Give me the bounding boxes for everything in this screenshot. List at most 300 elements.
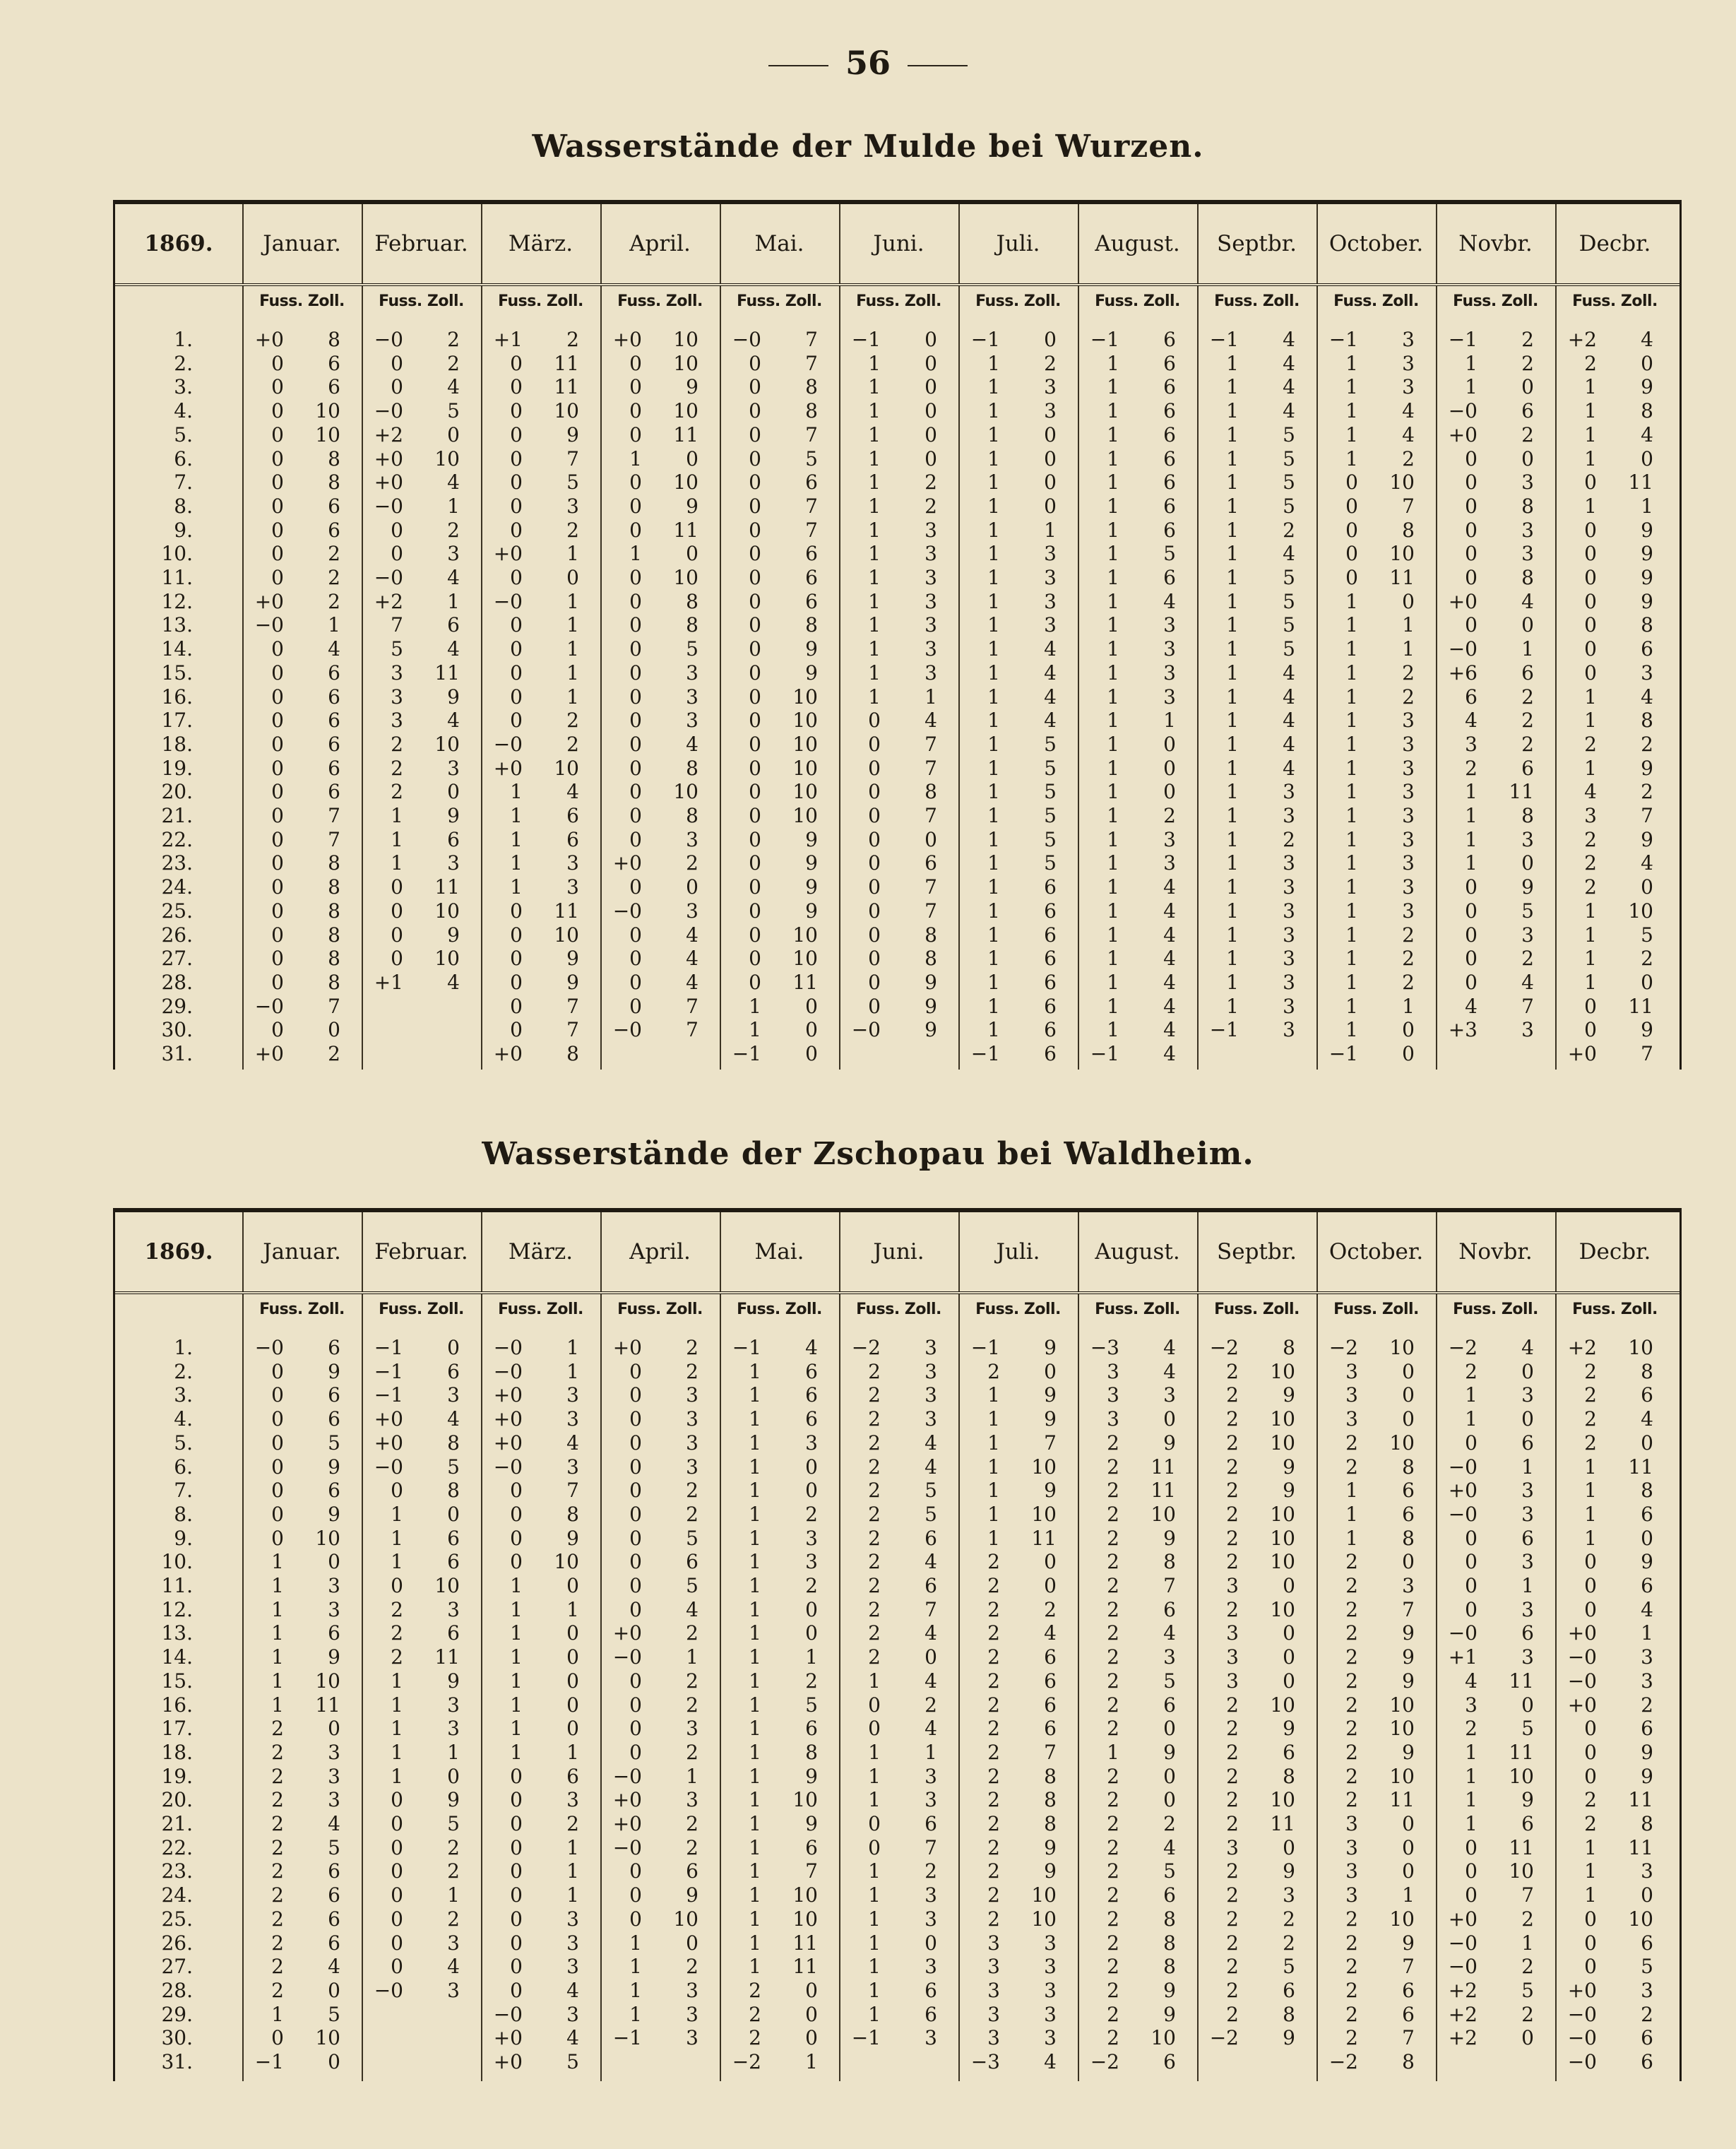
- fuss-value: 0: [391, 1907, 403, 1931]
- zoll-value: 6: [805, 542, 818, 566]
- zoll-value: 5: [1044, 827, 1057, 851]
- zoll-value: 11: [673, 518, 698, 542]
- fuss-value: 1: [1345, 947, 1358, 971]
- zoll-value: 3: [447, 1693, 460, 1717]
- zoll-value: 4: [1283, 542, 1295, 566]
- zoll-value: 4: [1283, 375, 1295, 399]
- zoll-value: 8: [1163, 1550, 1176, 1574]
- fuss-value: 0: [749, 351, 761, 375]
- fuss-value: 1: [1107, 851, 1119, 875]
- zoll-value: 11: [554, 351, 579, 375]
- zoll-value: 1: [566, 637, 579, 661]
- fuss-value: 0: [391, 923, 403, 947]
- fuss-value: 1: [987, 399, 1000, 423]
- fuss-value: 0: [749, 804, 761, 827]
- fuss-value: +0: [1567, 1621, 1597, 1645]
- fuss-value: 0: [629, 1693, 642, 1717]
- zoll-value: 9: [1402, 1740, 1415, 1764]
- zoll-value: 6: [1163, 446, 1176, 470]
- year-header: 1869.: [144, 231, 213, 256]
- zoll-value: 3: [1283, 875, 1295, 899]
- unit-fuss: Fuss.: [1572, 1301, 1616, 1318]
- zoll-value: 5: [566, 2050, 579, 2073]
- fuss-value: 1: [749, 1740, 761, 1764]
- year-header: 1869.: [144, 1239, 213, 1265]
- day-label: 5.: [174, 1431, 193, 1455]
- zoll-value: 3: [686, 1383, 698, 1407]
- fuss-value: 2: [1345, 1621, 1358, 1645]
- fuss-value: 1: [987, 923, 1000, 947]
- zoll-value: 6: [1402, 1978, 1415, 2002]
- fuss-value: 0: [271, 542, 284, 566]
- zoll-value: 9: [805, 899, 818, 923]
- zoll-value: 0: [686, 875, 698, 899]
- fuss-value: +0: [493, 1042, 523, 1065]
- fuss-value: 0: [629, 1431, 642, 1455]
- fuss-value: 1: [1107, 446, 1119, 470]
- zoll-value: 6: [1044, 899, 1057, 923]
- fuss-value: −0: [1448, 1955, 1478, 1979]
- zoll-value: 6: [1521, 756, 1534, 780]
- zoll-value: 4: [1163, 875, 1176, 899]
- day-label: 29.: [161, 994, 193, 1018]
- column-rule: [481, 1294, 482, 2081]
- column-rule: [1197, 286, 1199, 1070]
- zoll-value: 7: [805, 518, 818, 542]
- zoll-value: 6: [566, 1764, 579, 1788]
- fuss-value: 0: [868, 756, 881, 780]
- zoll-value: 8: [328, 899, 340, 923]
- fuss-value: 0: [271, 732, 284, 756]
- column-rule: [362, 286, 363, 1070]
- zoll-value: 1: [1641, 494, 1653, 518]
- zoll-value: 2: [686, 1693, 698, 1717]
- zoll-value: 0: [686, 1931, 698, 1955]
- zoll-value: 5: [566, 470, 579, 495]
- fuss-value: 1: [1107, 994, 1119, 1018]
- zoll-value: 7: [925, 1835, 937, 1859]
- fuss-value: +0: [374, 1431, 403, 1455]
- zoll-value: 9: [925, 994, 937, 1018]
- fuss-value: +0: [612, 1621, 642, 1645]
- fuss-value: 0: [271, 1502, 284, 1526]
- fuss-value: +0: [1448, 422, 1478, 446]
- unit-zoll: Zoll.: [307, 292, 345, 310]
- fuss-value: 2: [987, 1764, 1000, 1788]
- fuss-value: 0: [749, 422, 761, 446]
- zoll-value: 2: [1283, 1931, 1295, 1955]
- column-rule: [839, 1294, 840, 2081]
- zoll-value: 9: [447, 923, 460, 947]
- fuss-value: 0: [868, 1717, 881, 1741]
- zoll-value: 8: [1044, 1812, 1057, 1835]
- zoll-value: 10: [792, 780, 818, 804]
- fuss-value: 0: [510, 1764, 523, 1788]
- month-header: Decbr.: [1579, 231, 1651, 256]
- fuss-value: 0: [629, 1407, 642, 1431]
- unit-header: [1197, 292, 1316, 316]
- zoll-value: 11: [554, 375, 579, 399]
- zoll-value: 3: [1044, 1931, 1057, 1955]
- fuss-value: 0: [629, 1717, 642, 1741]
- zoll-value: 0: [805, 1978, 818, 2002]
- fuss-value: 0: [271, 494, 284, 518]
- fuss-value: 0: [868, 780, 881, 804]
- zoll-value: 6: [1521, 1526, 1534, 1550]
- fuss-value: −0: [374, 399, 403, 423]
- fuss-value: 1: [1107, 375, 1119, 399]
- zoll-value: 9: [1641, 566, 1653, 589]
- unit-fuss: Fuss.: [617, 1301, 661, 1318]
- zoll-value: 1: [1641, 1621, 1653, 1645]
- fuss-value: 1: [987, 1018, 1000, 1042]
- zoll-value: 6: [1044, 994, 1057, 1018]
- zoll-value: 7: [925, 1597, 937, 1621]
- fuss-value: 0: [391, 518, 403, 542]
- fuss-value: 1: [1584, 1526, 1597, 1550]
- fuss-value: 0: [1465, 1574, 1478, 1597]
- fuss-value: 2: [1107, 1479, 1119, 1503]
- zoll-value: 3: [328, 1574, 340, 1597]
- column-rule: [720, 286, 721, 1070]
- fuss-value: 1: [391, 1550, 403, 1574]
- zoll-value: 2: [1641, 732, 1653, 756]
- fuss-value: 0: [271, 709, 284, 733]
- day-label: 20.: [161, 1788, 193, 1812]
- zoll-value: 10: [673, 470, 698, 495]
- zoll-value: 6: [328, 685, 340, 709]
- fuss-value: 1: [1465, 780, 1478, 804]
- zoll-value: 8: [328, 328, 340, 351]
- zoll-value: 6: [686, 1550, 698, 1574]
- zoll-value: 4: [447, 470, 460, 495]
- zoll-value: 3: [805, 1550, 818, 1574]
- zoll-value: 0: [1044, 470, 1057, 495]
- zoll-value: 8: [328, 851, 340, 875]
- fuss-value: 2: [1584, 1788, 1597, 1812]
- zoll-value: 0: [805, 1455, 818, 1479]
- unit-header: [958, 292, 1078, 316]
- zoll-value: 10: [315, 422, 340, 446]
- fuss-value: −1: [1328, 1042, 1358, 1065]
- zoll-value: 8: [566, 1042, 579, 1065]
- zoll-value: 2: [686, 1479, 698, 1503]
- unit-zoll: Zoll.: [1501, 292, 1538, 310]
- month-header: August.: [1095, 1239, 1180, 1265]
- zoll-value: 3: [1521, 1383, 1534, 1407]
- fuss-value: 0: [510, 613, 523, 637]
- day-label: 24.: [161, 875, 193, 899]
- unit-zoll: Zoll.: [307, 1301, 345, 1318]
- zoll-value: 3: [566, 1407, 579, 1431]
- fuss-value: 2: [1226, 1931, 1239, 1955]
- fuss-value: 1: [1226, 851, 1239, 875]
- page-number-dash-left: [768, 65, 828, 66]
- zoll-value: 4: [1163, 1336, 1176, 1359]
- fuss-value: 1: [1345, 851, 1358, 875]
- fuss-value: 3: [1465, 732, 1478, 756]
- fuss-value: −0: [493, 732, 523, 756]
- day-label: 14.: [161, 637, 193, 661]
- zoll-value: 2: [805, 1669, 818, 1693]
- fuss-value: −0: [254, 613, 284, 637]
- fuss-value: 0: [510, 566, 523, 589]
- zoll-value: 6: [447, 1359, 460, 1383]
- fuss-value: 2: [1107, 1978, 1119, 2002]
- zoll-value: 4: [1283, 756, 1295, 780]
- zoll-value: 10: [434, 446, 460, 470]
- fuss-value: 3: [1345, 1859, 1358, 1883]
- fuss-value: 1: [510, 780, 523, 804]
- zoll-value: 10: [673, 351, 698, 375]
- fuss-value: 1: [510, 1740, 523, 1764]
- unit-zoll: Zoll.: [904, 292, 941, 310]
- zoll-value: 4: [566, 780, 579, 804]
- fuss-value: 0: [749, 947, 761, 971]
- fuss-value: −0: [1448, 1455, 1478, 1479]
- zoll-value: 0: [1163, 1407, 1176, 1431]
- unit-fuss: Fuss.: [1214, 292, 1258, 310]
- day-label: 15.: [161, 661, 193, 685]
- zoll-value: 8: [1044, 1764, 1057, 1788]
- zoll-value: 6: [328, 1336, 340, 1359]
- zoll-value: 6: [1163, 518, 1176, 542]
- zoll-value: 3: [925, 1764, 937, 1788]
- fuss-value: 1: [271, 1693, 284, 1717]
- fuss-value: 1: [510, 1597, 523, 1621]
- month-header: Decbr.: [1579, 1239, 1651, 1265]
- fuss-value: 0: [510, 1018, 523, 1042]
- zoll-value: 4: [1521, 589, 1534, 613]
- fuss-value: 0: [510, 1502, 523, 1526]
- fuss-value: 2: [868, 1574, 881, 1597]
- fuss-value: 0: [510, 1526, 523, 1550]
- zoll-value: 2: [686, 1336, 698, 1359]
- fuss-value: 2: [271, 1788, 284, 1812]
- zoll-value: 9: [1044, 1407, 1057, 1431]
- zoll-value: 1: [805, 2050, 818, 2073]
- fuss-value: 1: [1584, 899, 1597, 923]
- zoll-value: 9: [805, 827, 818, 851]
- zoll-value: 11: [1509, 1669, 1534, 1693]
- fuss-value: 0: [271, 2026, 284, 2050]
- fuss-value: 1: [391, 1693, 403, 1717]
- zoll-value: 3: [1521, 923, 1534, 947]
- zoll-value: 9: [447, 804, 460, 827]
- fuss-value: 2: [1107, 2002, 1119, 2026]
- zoll-value: 5: [1044, 780, 1057, 804]
- zoll-value: 0: [1641, 970, 1653, 994]
- zoll-value: 3: [1044, 1978, 1057, 2002]
- month-header: October.: [1328, 1239, 1424, 1265]
- zoll-value: 0: [566, 1574, 579, 1597]
- fuss-value: −2: [1209, 1336, 1239, 1359]
- unit-zoll: Zoll.: [1023, 1301, 1061, 1318]
- zoll-value: 4: [1283, 709, 1295, 733]
- fuss-value: 6: [1465, 685, 1478, 709]
- fuss-value: 0: [271, 375, 284, 399]
- fuss-value: +0: [493, 2050, 523, 2073]
- zoll-value: 0: [1283, 1835, 1295, 1859]
- fuss-value: 0: [510, 1931, 523, 1955]
- fuss-value: 1: [1107, 804, 1119, 827]
- month-header: Juni.: [873, 231, 925, 256]
- fuss-value: 0: [510, 1479, 523, 1503]
- zoll-value: 9: [1163, 1740, 1176, 1764]
- fuss-value: 2: [1107, 1859, 1119, 1883]
- fuss-value: 1: [868, 1788, 881, 1812]
- fuss-value: +3: [1448, 1018, 1478, 1042]
- zoll-value: 10: [792, 804, 818, 827]
- fuss-value: 0: [1345, 494, 1358, 518]
- zoll-value: 6: [1163, 1693, 1176, 1717]
- fuss-value: 1: [749, 1383, 761, 1407]
- fuss-value: 0: [868, 1835, 881, 1859]
- fuss-value: +1: [374, 970, 403, 994]
- fuss-value: −1: [851, 328, 881, 351]
- zoll-value: 3: [1283, 1018, 1295, 1042]
- fuss-value: 2: [1226, 1693, 1239, 1717]
- fuss-value: 1: [1226, 804, 1239, 827]
- unit-header: [1316, 292, 1436, 316]
- zoll-value: 4: [1641, 1407, 1653, 1431]
- month-header: Januar.: [263, 231, 341, 256]
- fuss-value: 1: [987, 446, 1000, 470]
- unit-header: [1197, 1301, 1316, 1325]
- fuss-value: 1: [987, 1455, 1000, 1479]
- fuss-value: 2: [1107, 1574, 1119, 1597]
- zoll-value: 0: [925, 399, 937, 423]
- day-label: 3.: [174, 375, 193, 399]
- zoll-value: 9: [447, 685, 460, 709]
- fuss-value: 0: [1345, 566, 1358, 589]
- fuss-value: −0: [612, 1645, 642, 1669]
- fuss-value: 1: [749, 1669, 761, 1693]
- fuss-value: +0: [612, 851, 642, 875]
- zoll-value: 1: [566, 685, 579, 709]
- zoll-value: 0: [1044, 1359, 1057, 1383]
- fuss-value: 2: [1226, 1455, 1239, 1479]
- zoll-value: 8: [1641, 1359, 1653, 1383]
- zoll-value: 6: [1044, 875, 1057, 899]
- zoll-value: 3: [447, 1597, 460, 1621]
- zoll-value: 11: [1151, 1479, 1176, 1503]
- zoll-value: 0: [925, 375, 937, 399]
- zoll-value: 0: [1641, 1883, 1653, 1907]
- zoll-value: 6: [1044, 1018, 1057, 1042]
- fuss-value: 2: [1584, 851, 1597, 875]
- fuss-value: 1: [1226, 494, 1239, 518]
- zoll-value: 3: [1521, 827, 1534, 851]
- column-rule: [362, 1294, 363, 2081]
- zoll-value: 1: [1521, 1455, 1534, 1479]
- unit-zoll: Zoll.: [1620, 292, 1658, 310]
- zoll-value: 2: [1521, 1907, 1534, 1931]
- zoll-value: 11: [792, 1955, 818, 1979]
- zoll-value: 2: [686, 1359, 698, 1383]
- zoll-value: 6: [328, 709, 340, 733]
- zoll-value: 0: [1402, 589, 1415, 613]
- zoll-value: 0: [805, 1479, 818, 1503]
- zoll-value: 2: [1044, 351, 1057, 375]
- zoll-value: 6: [328, 1479, 340, 1503]
- zoll-value: 0: [1521, 446, 1534, 470]
- zoll-value: 3: [566, 1955, 579, 1979]
- fuss-value: 0: [749, 589, 761, 613]
- zoll-value: 9: [1641, 827, 1653, 851]
- day-label: 10.: [161, 542, 193, 566]
- fuss-value: 1: [749, 1693, 761, 1717]
- fuss-value: 0: [749, 732, 761, 756]
- zoll-value: 5: [1044, 851, 1057, 875]
- fuss-value: −0: [612, 1018, 642, 1042]
- zoll-value: 10: [434, 1574, 460, 1597]
- zoll-value: 9: [1163, 1978, 1176, 2002]
- fuss-value: −0: [374, 494, 403, 518]
- unit-zoll: Zoll.: [785, 1301, 822, 1318]
- zoll-value: 4: [686, 947, 698, 971]
- fuss-value: 0: [629, 1883, 642, 1907]
- day-label: 13.: [161, 1621, 193, 1645]
- zoll-value: 4: [925, 709, 937, 733]
- fuss-value: 3: [1226, 1574, 1239, 1597]
- fuss-value: 3: [1345, 1359, 1358, 1383]
- fuss-value: 1: [1345, 375, 1358, 399]
- fuss-value: 2: [271, 1955, 284, 1979]
- fuss-value: 0: [1465, 494, 1478, 518]
- fuss-value: 1: [1107, 637, 1119, 661]
- fuss-value: 4: [1465, 994, 1478, 1018]
- zoll-value: 3: [1402, 827, 1415, 851]
- day-label: 11.: [161, 1574, 193, 1597]
- fuss-value: 1: [868, 351, 881, 375]
- table-mulde-wurzen: [113, 200, 1682, 1070]
- zoll-value: 3: [1402, 732, 1415, 756]
- zoll-value: 6: [805, 1359, 818, 1383]
- zoll-value: 6: [805, 566, 818, 589]
- column-rule: [1555, 286, 1557, 1070]
- fuss-value: 1: [1584, 422, 1597, 446]
- zoll-value: 10: [673, 566, 698, 589]
- fuss-value: 1: [1107, 827, 1119, 851]
- zoll-value: 6: [925, 851, 937, 875]
- fuss-value: 1: [987, 970, 1000, 994]
- zoll-value: 3: [925, 1883, 937, 1907]
- zoll-value: 3: [1044, 613, 1057, 637]
- zoll-value: 0: [1641, 351, 1653, 375]
- zoll-value: 2: [1402, 685, 1415, 709]
- unit-fuss: Fuss.: [1333, 1301, 1377, 1318]
- zoll-value: 3: [925, 1955, 937, 1979]
- unit-zoll: Zoll.: [1501, 1301, 1538, 1318]
- zoll-value: 0: [1521, 1693, 1534, 1717]
- fuss-value: 0: [629, 351, 642, 375]
- zoll-value: 2: [566, 709, 579, 733]
- fuss-value: 0: [271, 637, 284, 661]
- unit-zoll: Zoll.: [1381, 1301, 1419, 1318]
- zoll-value: 6: [805, 1383, 818, 1407]
- zoll-value: 9: [1044, 1383, 1057, 1407]
- fuss-value: 1: [868, 661, 881, 685]
- unit-header: [1078, 1301, 1197, 1325]
- zoll-value: 9: [805, 661, 818, 685]
- zoll-value: 0: [566, 1693, 579, 1717]
- zoll-value: 4: [1044, 2050, 1057, 2073]
- zoll-value: 3: [1044, 2002, 1057, 2026]
- zoll-value: 3: [566, 1931, 579, 1955]
- day-label: 26.: [161, 923, 193, 947]
- fuss-value: 0: [629, 1740, 642, 1764]
